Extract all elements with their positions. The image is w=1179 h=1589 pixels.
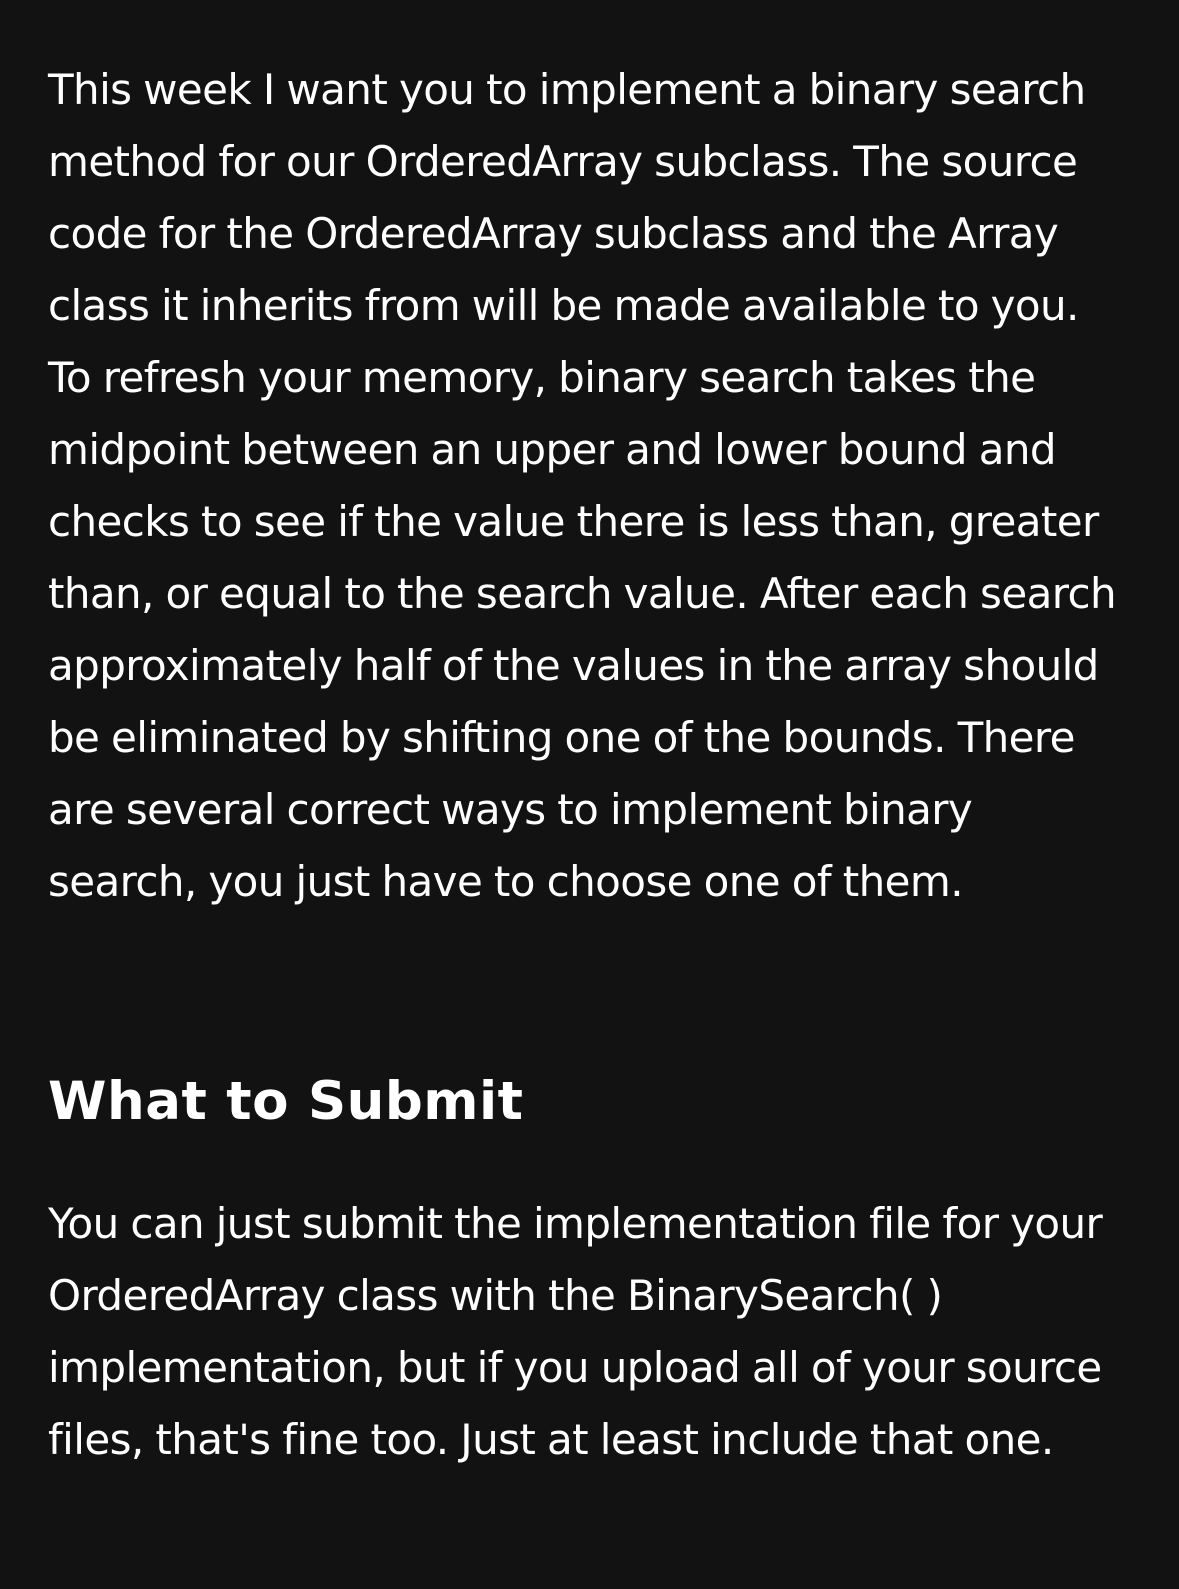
section-heading-what-to-submit: What to Submit — [48, 1071, 524, 1132]
assignment-description: This week I want you to implement a binary search method for our OrderedArray subclass. The source code for the OrderedArray subclass and the Array class it inherits from will be made available to you. To refresh your memory, binary search takes the midpoint between an upper and lower bound and checks to see if the value there is less than, greater than, or equal to the search value. After each search approximately half of the values in the array should be eliminated by shifting one of the bounds. There are several correct ways to implement binary search, you just have to choose one of them. — [48, 65, 1116, 906]
submission-instructions: You can just submit the implementation file for your OrderedArray class with the BinarySearch( ) implementation, but if you upload all of your source files, that's fine too. Just at least include that one. — [48, 1199, 1103, 1464]
